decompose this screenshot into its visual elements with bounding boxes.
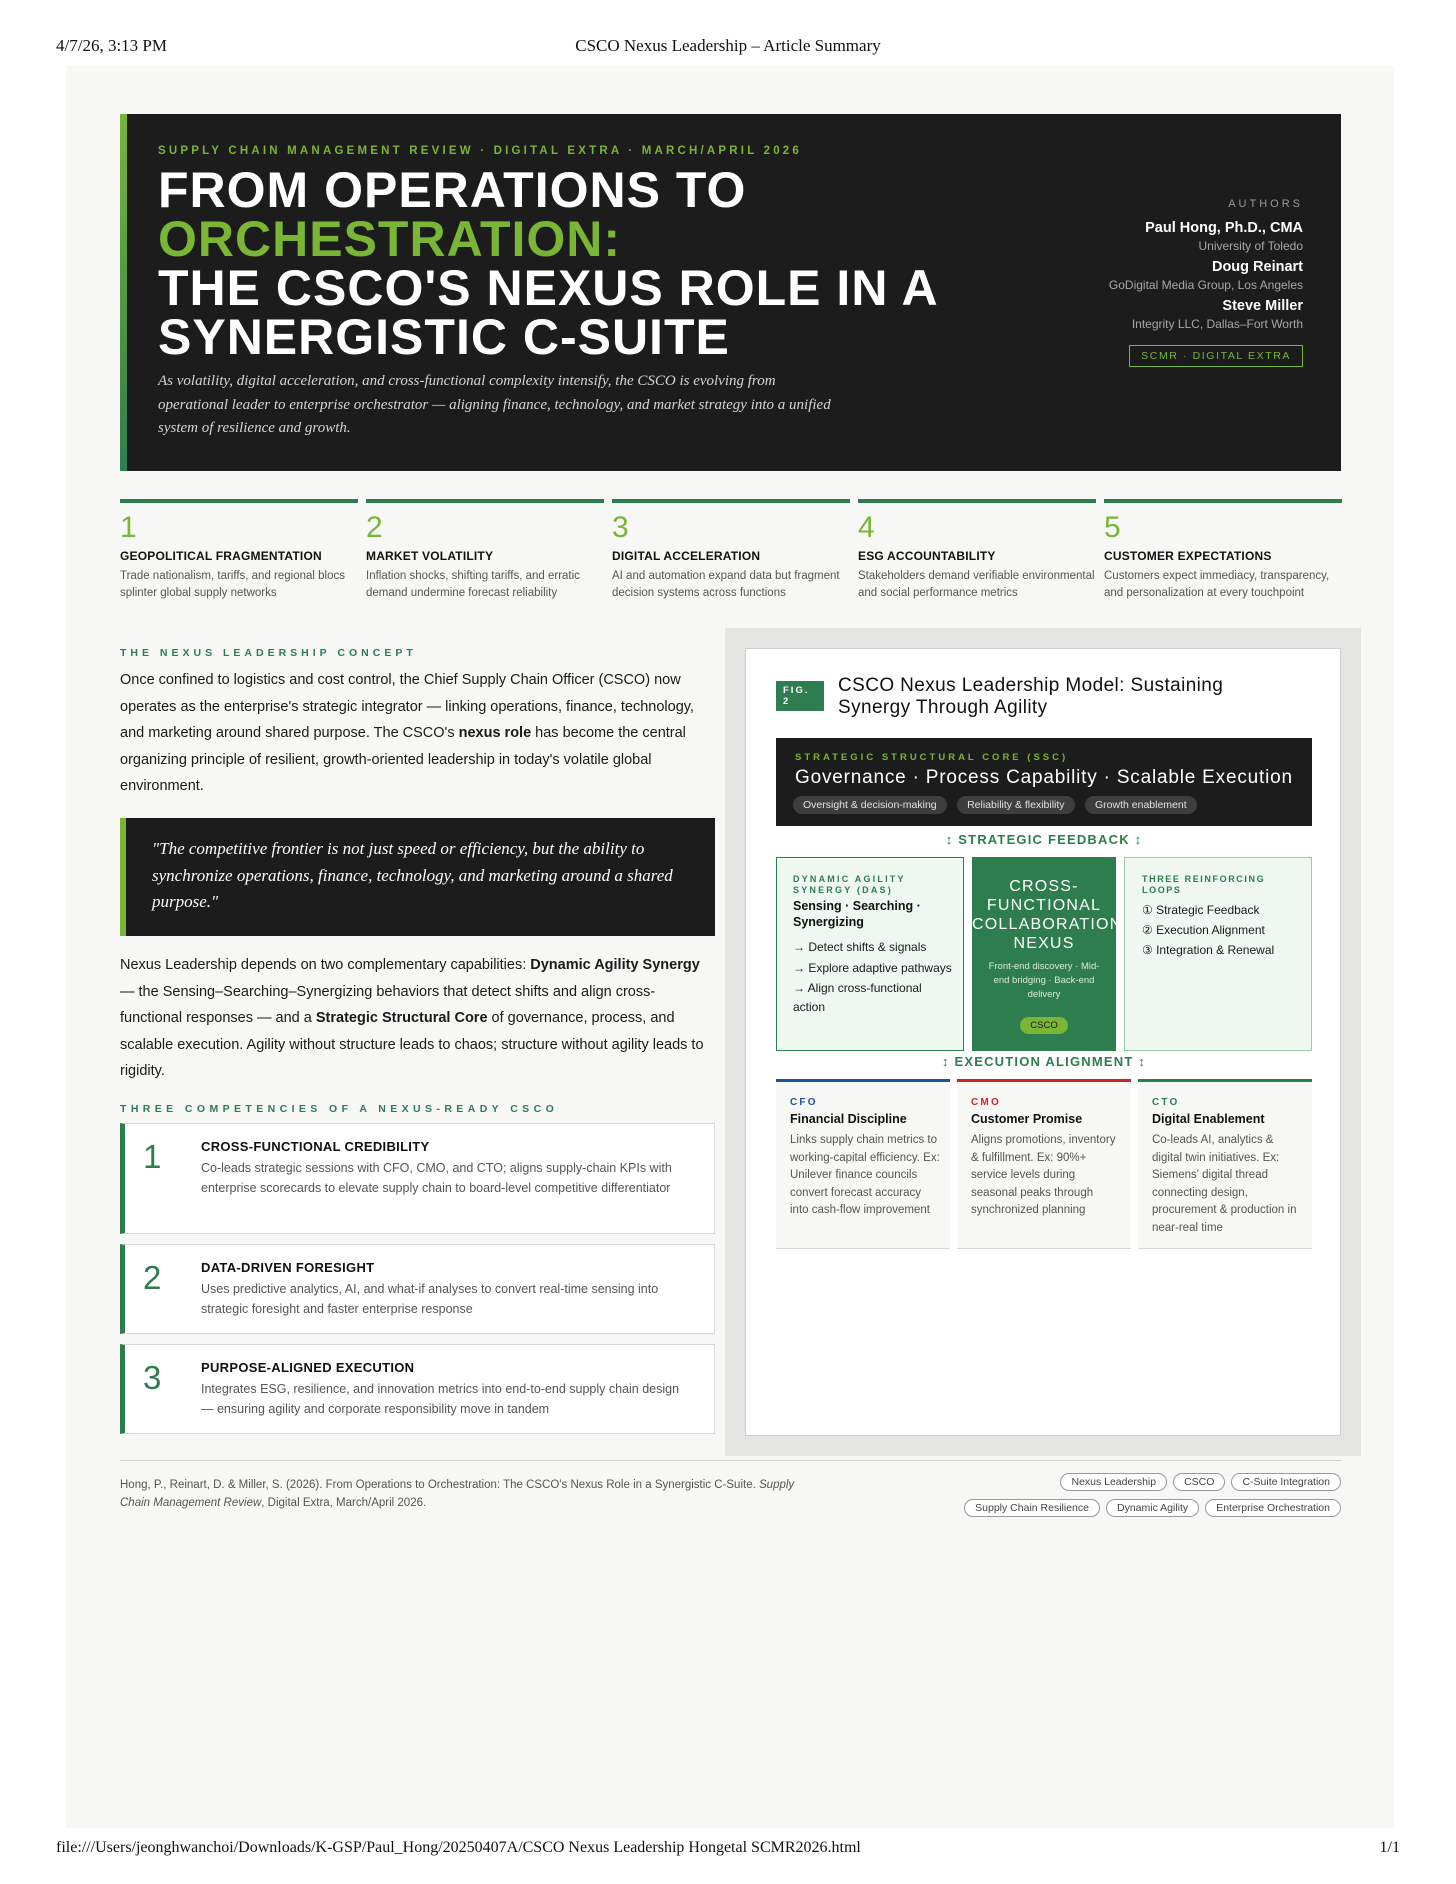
exec-title: Financial Discipline — [790, 1112, 907, 1126]
csco-badge: CSCO — [1020, 1017, 1068, 1034]
figure-tag — [776, 681, 824, 711]
ssc-title: Governance · Process Capability · Scalable Execution — [795, 767, 1293, 788]
force-description: Stakeholders demand verifiable environmental and social performance metrics — [858, 570, 1095, 599]
citation-text: , Digital Extra, March/April 2026. — [261, 1497, 427, 1509]
force-number: 3 — [612, 511, 629, 544]
pull-quote: "The competitive frontier is not just speed or efficiency, but the ability to synchronize operations, finance, technology, and marketing around a shared purpose." — [120, 818, 715, 936]
body-emphasis: Dynamic Agility Synergy — [530, 957, 700, 973]
force-description: Inflation shocks, shifting tariffs, and erratic demand undermine forecast reliability — [366, 570, 580, 599]
figure-panel — [725, 628, 1361, 1456]
exec-description: Co-leads AI, analytics & digital twin initiatives. Ex: Siemens' digital thread connecting design, procurement & production in near-real time — [1152, 1134, 1297, 1234]
keyword-tag: Dynamic Agility — [1106, 1499, 1199, 1517]
title-line-2: ORCHESTRATION: — [158, 211, 622, 267]
title-line-1: FROM OPERATIONS TO — [158, 162, 747, 218]
article-page — [66, 66, 1394, 1828]
das-list — [793, 938, 953, 1018]
body-text: of governance, process, and scalable execution. Agility without structure leads to chaos; structure without agility leads to rigidity. — [120, 1010, 704, 1079]
keyword-tag: Nexus Leadership — [1060, 1473, 1167, 1491]
figure-title: CSCO Nexus Leadership Model: Sustaining Synergy Through Agility — [838, 675, 1224, 718]
ssc-block — [776, 738, 1312, 826]
author-name: Paul Hong, Ph.D., CMA — [1145, 220, 1303, 236]
ssc-pill: Growth enablement — [1085, 796, 1197, 814]
competency-number: 3 — [143, 1359, 162, 1396]
keyword-tag: CSCO — [1173, 1473, 1225, 1491]
force-number: 1 — [120, 511, 137, 544]
nexus-title-line: NEXUS — [1013, 935, 1075, 952]
cmo-card — [957, 1079, 1131, 1249]
force-description: Trade nationalism, tariffs, and regional blocs splinter global supply networks — [120, 570, 346, 599]
exec-role: CFO — [790, 1097, 818, 1108]
competencies-section-label: THREE COMPETENCIES OF A NEXUS-READY CSCO — [120, 1103, 559, 1115]
author-name: Steve Miller — [1222, 298, 1303, 314]
competency-title: PURPOSE-ALIGNED EXECUTION — [201, 1360, 415, 1375]
figure-tag-number: 2 — [783, 696, 791, 707]
force-title: DIGITAL ACCELERATION — [612, 549, 761, 563]
force-card — [612, 499, 850, 602]
force-card — [1104, 499, 1342, 602]
ssc-label: STRATEGIC STRUCTURAL CORE (SSC) — [795, 752, 1069, 763]
das-item: → Detect shifts & signals — [793, 940, 927, 954]
das-block — [776, 857, 964, 1051]
competency-description: Integrates ESG, resilience, and innovation metrics into end-to-end supply chain design — ensuring agility and corporate responsibility move in tandem — [201, 1382, 680, 1416]
author-affiliation: GoDigital Media Group, Los Angeles — [1108, 278, 1303, 292]
forces-row — [120, 499, 1341, 619]
figure-card — [745, 648, 1341, 1436]
force-number: 5 — [1104, 511, 1121, 544]
loop-item: ① Strategic Feedback — [1142, 903, 1260, 917]
intro-emphasis: nexus role — [458, 725, 532, 741]
article-subtitle: As volatility, digital acceleration, and cross-functional complexity intensify, the CSCO is evolving from operational leader to enterprise orchestrator — aligning finance, technology, and market strategy into a unified system of resilience and growth. — [158, 373, 831, 436]
strategic-feedback-label: ↕ STRATEGIC FEEDBACK ↕ — [945, 832, 1143, 847]
nexus-title-line: CROSS- — [1009, 878, 1079, 895]
keyword-tags — [921, 1472, 1341, 1524]
exec-role: CMO — [971, 1097, 1001, 1108]
body-text: — the Sensing–Searching–Synergizing behaviors that detect shifts and align cross-functional responses — and a — [120, 983, 656, 1026]
competency-description: Co-leads strategic sessions with CFO, CMO, and CTO; aligns supply-chain KPIs with enterprise scorecards to elevate supply chain to board-level competitive differentiator — [201, 1161, 672, 1195]
force-title: CUSTOMER EXPECTATIONS — [1104, 549, 1272, 563]
nexus-title-line: FUNCTIONAL — [986, 897, 1102, 914]
title-line-3: THE CSCO'S NEXUS ROLE IN A — [158, 260, 939, 316]
figure-tag-label: FIG. — [783, 685, 810, 696]
das-item: → Align cross-functional action — [793, 981, 922, 1014]
competency-card — [120, 1244, 715, 1334]
citation-journal: Supply Chain Management Review — [120, 1479, 795, 1509]
print-header — [56, 36, 1400, 60]
loops-list — [1142, 900, 1274, 960]
force-description: AI and automation expand data but fragment decision systems across functions — [612, 570, 840, 599]
nexus-description: Front-end discovery · Mid-end bridging · Back-end delivery — [988, 961, 1100, 1000]
exec-role: CTO — [1152, 1097, 1180, 1108]
exec-title: Customer Promise — [971, 1112, 1083, 1126]
keyword-tag: Supply Chain Resilience — [964, 1499, 1100, 1517]
ssc-pill: Oversight & decision-making — [793, 796, 947, 814]
force-title: GEOPOLITICAL FRAGMENTATION — [120, 549, 322, 563]
exec-description: Links supply chain metrics to working-capital efficiency. Ex: Unilever finance councils convert forecast accuracy into cash-flow improvement — [790, 1134, 940, 1216]
competency-number: 2 — [143, 1259, 162, 1296]
citation — [120, 1476, 800, 1512]
loops-label: THREE REINFORCING LOOPS — [1142, 874, 1266, 895]
article-title — [158, 162, 998, 365]
force-card — [366, 499, 604, 602]
competency-card — [120, 1123, 715, 1234]
nexus-title-line: COLLABORATION — [972, 916, 1123, 933]
cfo-card — [776, 1079, 950, 1249]
cto-card — [1138, 1079, 1312, 1249]
nexus-title — [972, 877, 1123, 953]
author-name: Doug Reinart — [1211, 259, 1303, 275]
ssc-pill: Reliability & flexibility — [957, 796, 1074, 814]
print-title: CSCO Nexus Leadership – Article Summary — [575, 36, 881, 55]
nexus-center-block — [972, 857, 1123, 1051]
print-page-number: 1/1 — [1379, 1839, 1400, 1856]
competency-card — [120, 1344, 715, 1434]
intro-text: Once confined to logistics and cost control, the Chief Supply Chain Officer (CSCO) now operates as the enterprise's strategic integrator — linking operations, finance, technology, and marketing around shared purpose. The CSCO's — [120, 672, 694, 741]
keyword-tag: Enterprise Orchestration — [1205, 1499, 1341, 1517]
authors-label: AUTHORS — [1228, 198, 1303, 210]
force-title: MARKET VOLATILITY — [366, 549, 494, 563]
loops-block — [1124, 857, 1312, 1051]
force-description: Customers expect immediacy, transparency, and personalization at every touchpoint — [1104, 570, 1330, 599]
competency-number: 1 — [143, 1138, 162, 1175]
print-file-path: file:///Users/jeonghwanchoi/Downloads/K-GSP/Paul_Hong/20250407A/CSCO Nexus Leadership Hongetal SCMR2026.html — [56, 1839, 861, 1856]
competency-description: Uses predictive analytics, AI, and what-if analyses to convert real-time sensing into strategic foresight and faster enterprise response — [201, 1282, 659, 1316]
das-title: Sensing · Searching · Synergizing — [793, 899, 921, 929]
author-affiliation: University of Toledo — [1198, 239, 1303, 253]
capabilities-paragraph — [120, 952, 715, 1085]
exec-title: Digital Enablement — [1152, 1112, 1265, 1126]
force-number: 2 — [366, 511, 383, 544]
print-date: 4/7/26, 3:13 PM — [56, 36, 167, 55]
ssc-pills — [793, 795, 1203, 814]
competency-title: CROSS-FUNCTIONAL CREDIBILITY — [201, 1139, 430, 1154]
competency-title: DATA-DRIVEN FORESIGHT — [201, 1260, 375, 1275]
force-card — [858, 499, 1096, 602]
footer-divider — [120, 1460, 1341, 1461]
hero-accent-bar — [120, 114, 127, 471]
hero-kicker: SUPPLY CHAIN MANAGEMENT REVIEW · DIGITAL EXTRA · MARCH/APRIL 2026 — [158, 145, 802, 157]
scmr-badge: SCMR · DIGITAL EXTRA — [1129, 345, 1303, 367]
keyword-tag: C-Suite Integration — [1231, 1473, 1341, 1491]
force-number: 4 — [858, 511, 875, 544]
force-card — [120, 499, 358, 602]
concept-section-label: THE NEXUS LEADERSHIP CONCEPT — [120, 647, 417, 659]
execution-alignment-label: ↕ EXECUTION ALIGNMENT ↕ — [941, 1054, 1147, 1069]
intro-paragraph — [120, 667, 715, 800]
authors-block — [1043, 198, 1303, 367]
body-emphasis: Strategic Structural Core — [315, 1010, 488, 1026]
intro-text: has become the central organizing principle of resilient, growth-oriented leadership in today's volatile global environment. — [120, 725, 686, 794]
exec-description: Aligns promotions, inventory & fulfillment. Ex: 90%+ service levels during seasonal peaks through synchronized planning — [971, 1134, 1116, 1216]
loop-item: ② Execution Alignment — [1142, 923, 1265, 937]
das-item: → Explore adaptive pathways — [793, 960, 952, 975]
hero-banner — [120, 114, 1341, 471]
author-affiliation: Integrity LLC, Dallas–Fort Worth — [1131, 317, 1303, 331]
force-title: ESG ACCOUNTABILITY — [858, 549, 996, 563]
das-label: DYNAMIC AGILITY SYNERGY (DAS) — [793, 874, 906, 895]
body-text: Nexus Leadership depends on two complementary capabilities: — [120, 957, 531, 973]
title-line-4: SYNERGISTIC C-SUITE — [158, 309, 730, 365]
loop-item: ③ Integration & Renewal — [1142, 943, 1275, 957]
citation-text: Hong, P., Reinart, D. & Miller, S. (2026). From Operations to Orchestration: The CSCO's Nexus Role in a Synergistic C-Suite. — [120, 1479, 759, 1491]
